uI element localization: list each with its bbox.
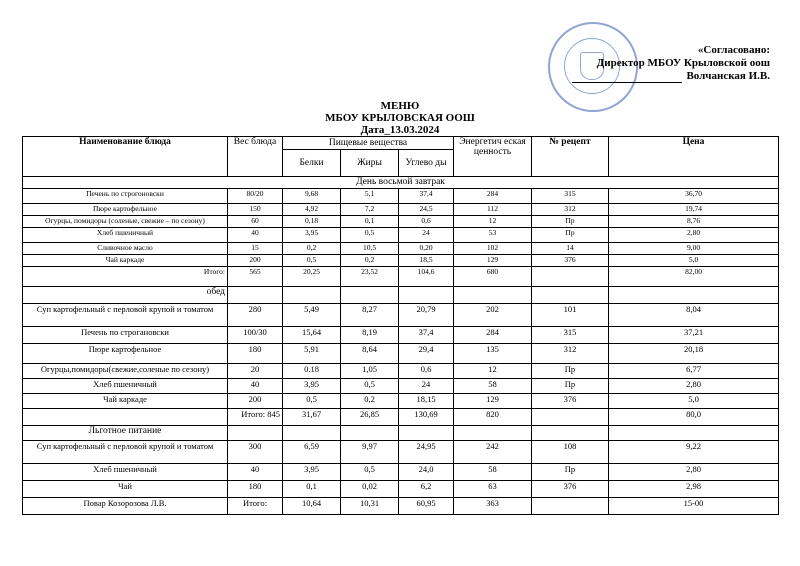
cell-5: 58: [454, 379, 532, 394]
cell-7: 36,70: [609, 189, 779, 204]
cell-3: 9,97: [341, 441, 399, 464]
breakfast-row: [23, 255, 779, 267]
approval-line-1: «Согласовано:: [697, 44, 770, 56]
col-name: Наименование блюда: [23, 137, 228, 177]
section-lunch-row: [23, 287, 779, 304]
cell-6: 312: [532, 204, 609, 216]
empty-cell: [399, 287, 454, 304]
empty-cell: [609, 287, 779, 304]
cell-5: 680: [454, 267, 532, 287]
cell-0: Суп картофельный с перловой крупой и томатом: [23, 441, 228, 464]
cell-0: Итого:: [23, 267, 228, 287]
cell-1: 40: [228, 464, 283, 481]
cell-1: 100/30: [228, 327, 283, 344]
empty-cell: [532, 287, 609, 304]
col-energy: Энергетич еская ценность: [454, 137, 532, 177]
cell-3: 0,5: [341, 379, 399, 394]
signature-line: [572, 82, 682, 83]
cell-0: Печень по строгановски: [23, 327, 228, 344]
cell-5: 58: [454, 464, 532, 481]
cell-6: Пр: [532, 364, 609, 379]
cell-7: 37,21: [609, 327, 779, 344]
lunch-row: [23, 344, 779, 364]
cell-2: 10,64: [283, 498, 341, 515]
cell-4: 37,4: [399, 327, 454, 344]
breakfast-total-row: [23, 267, 779, 287]
empty-cell: [341, 426, 399, 441]
cell-5: 135: [454, 344, 532, 364]
empty-cell: [454, 426, 532, 441]
col-nutrients: Пищевые вещества: [283, 137, 454, 150]
cell-5: 102: [454, 243, 532, 255]
benefit-row: [23, 481, 779, 498]
cell-4: 0,6: [399, 364, 454, 379]
cell-4: 18,5: [399, 255, 454, 267]
menu-date: Дата_13.03.2024: [360, 124, 440, 136]
cell-0: Огурцы, помидоры (соленые, свежие – по сезону): [23, 216, 228, 228]
cell-4: 20,79: [399, 304, 454, 327]
cell-2: 0,5: [283, 255, 341, 267]
cell-5: 284: [454, 327, 532, 344]
approval-line-3: [572, 70, 770, 83]
cell-0: Пюре картофельное: [23, 204, 228, 216]
cell-6: 101: [532, 304, 609, 327]
cell-0: Печень по строгоновски: [23, 189, 228, 204]
cell-1: 300: [228, 441, 283, 464]
cell-4: 0,6: [399, 216, 454, 228]
school-name: МБОУ КРЫЛОВСКАЯ ООШ: [325, 112, 475, 124]
cell-3: 8,27: [341, 304, 399, 327]
empty-cell: [283, 426, 341, 441]
cell-5: 202: [454, 304, 532, 327]
benefit-row: [23, 441, 779, 464]
cell-1: 150: [228, 204, 283, 216]
cell-2: 0,1: [283, 481, 341, 498]
cell-1: 20: [228, 364, 283, 379]
cell-6: Пр: [532, 379, 609, 394]
cell-6: [532, 267, 609, 287]
cell-1: 40: [228, 379, 283, 394]
cell-2: 5,91: [283, 344, 341, 364]
cell-1: 15: [228, 243, 283, 255]
breakfast-row: [23, 243, 779, 255]
cell-2: 3,95: [283, 379, 341, 394]
cell-3: 10,31: [341, 498, 399, 515]
lunch-row: [23, 327, 779, 344]
cell-0: Чай: [23, 481, 228, 498]
col-weight: Вес блюда: [228, 137, 283, 177]
cell-1: 180: [228, 481, 283, 498]
benefit-row: [23, 464, 779, 481]
cell-5: 53: [454, 228, 532, 243]
cell-4: 24,95: [399, 441, 454, 464]
cell-6: 108: [532, 441, 609, 464]
breakfast-row: [23, 216, 779, 228]
section-benefit-row: [23, 426, 779, 441]
cell-1: 565: [228, 267, 283, 287]
cell-6: [532, 409, 609, 426]
cell-2: 0,18: [283, 216, 341, 228]
col-proteins: Белки: [283, 150, 341, 177]
cell-3: 1,05: [341, 364, 399, 379]
lunch-row: [23, 304, 779, 327]
cell-0: Хлеб пшеничный: [23, 379, 228, 394]
cell-4: 60,95: [399, 498, 454, 515]
cell-4: 37,4: [399, 189, 454, 204]
cell-7: 80,0: [609, 409, 779, 426]
menu-table: [22, 136, 779, 515]
cell-3: 5,1: [341, 189, 399, 204]
empty-cell: [532, 426, 609, 441]
approval-block: [572, 44, 770, 83]
empty-cell: [228, 426, 283, 441]
breakfast-row: [23, 228, 779, 243]
cell-4: 24,5: [399, 204, 454, 216]
cell-2: 20,25: [283, 267, 341, 287]
cell-7: 5,0: [609, 255, 779, 267]
breakfast-row: [23, 189, 779, 204]
cell-6: 315: [532, 327, 609, 344]
cell-4: 24,0: [399, 464, 454, 481]
cell-2: 3,95: [283, 228, 341, 243]
cell-4: 104,6: [399, 267, 454, 287]
cell-0: Хлеб пшеничный: [23, 464, 228, 481]
approval-line-2: Директор МБОУ Крыловской оош: [596, 57, 770, 69]
cell-1: 200: [228, 394, 283, 409]
cell-3: 0,02: [341, 481, 399, 498]
section-benefit: Льготное питание: [23, 426, 228, 441]
cell-1: 60: [228, 216, 283, 228]
cell-2: 3,95: [283, 464, 341, 481]
director-name: Волчанская И.В.: [686, 70, 770, 82]
cell-6: 315: [532, 189, 609, 204]
cell-1: 200: [228, 255, 283, 267]
cell-0: [23, 409, 228, 426]
footer-row: [23, 498, 779, 515]
cell-7: 8,76: [609, 216, 779, 228]
cell-3: 0,1: [341, 216, 399, 228]
cell-5: 112: [454, 204, 532, 216]
cell-5: 12: [454, 364, 532, 379]
cell-7: 2,80: [609, 228, 779, 243]
cell-2: 6,59: [283, 441, 341, 464]
cell-6: 376: [532, 481, 609, 498]
menu-title: МЕНЮ: [380, 100, 420, 112]
cell-5: 63: [454, 481, 532, 498]
cell-0: Сливочное масло: [23, 243, 228, 255]
empty-cell: [399, 426, 454, 441]
cell-2: 15,64: [283, 327, 341, 344]
empty-cell: [454, 287, 532, 304]
cell-6: 376: [532, 394, 609, 409]
empty-cell: [283, 287, 341, 304]
cell-6: Пр: [532, 228, 609, 243]
cell-2: 0,2: [283, 243, 341, 255]
cell-5: 242: [454, 441, 532, 464]
cell-6: 312: [532, 344, 609, 364]
cell-1: Итого:: [228, 498, 283, 515]
empty-cell: [341, 287, 399, 304]
cell-3: 0,5: [341, 228, 399, 243]
cell-7: 20,18: [609, 344, 779, 364]
cell-2: 0,5: [283, 394, 341, 409]
col-recipe: № рецепт: [532, 137, 609, 177]
lunch-row: [23, 379, 779, 394]
cell-5: 363: [454, 498, 532, 515]
lunch-row: [23, 394, 779, 409]
cell-3: 10,5: [341, 243, 399, 255]
cell-7: 19,74: [609, 204, 779, 216]
cell-3: 8,19: [341, 327, 399, 344]
cell-0: Чай каркаде: [23, 255, 228, 267]
cell-5: 284: [454, 189, 532, 204]
cell-1: 80/20: [228, 189, 283, 204]
cell-2: 31,67: [283, 409, 341, 426]
cell-3: 0,2: [341, 394, 399, 409]
cell-0: Пюре картофельное: [23, 344, 228, 364]
lunch-row: [23, 364, 779, 379]
cell-3: 0,5: [341, 464, 399, 481]
cell-7: 8,04: [609, 304, 779, 327]
cell-0: Огурцы,помидоры(свежие,соленые по сезону): [23, 364, 228, 379]
cell-0: Повар Козорозова Л.В.: [23, 498, 228, 515]
cell-0: Суп картофельный с перловой крупой и томатом: [23, 304, 228, 327]
cell-0: Чай каркаде: [23, 394, 228, 409]
cell-3: 7,2: [341, 204, 399, 216]
cell-7: 2,80: [609, 464, 779, 481]
cell-2: 9,68: [283, 189, 341, 204]
col-price: Цена: [609, 137, 779, 177]
cell-6: Пр: [532, 216, 609, 228]
cell-7: 2,80: [609, 379, 779, 394]
section-breakfast: День восьмой завтрак: [23, 177, 779, 189]
cell-1: 40: [228, 228, 283, 243]
cell-6: 376: [532, 255, 609, 267]
col-fats: Жиры: [341, 150, 399, 177]
lunch-total-row: [23, 409, 779, 426]
cell-6: 14: [532, 243, 609, 255]
cell-7: 15-00: [609, 498, 779, 515]
cell-2: 0.18: [283, 364, 341, 379]
cell-0: Хлеб пшеничный: [23, 228, 228, 243]
cell-4: 29,4: [399, 344, 454, 364]
breakfast-row: [23, 204, 779, 216]
cell-4: 18,15: [399, 394, 454, 409]
cell-7: 9,00: [609, 243, 779, 255]
col-carbs: Углево ды: [399, 150, 454, 177]
section-lunch: обед: [23, 287, 228, 304]
cell-2: 5,49: [283, 304, 341, 327]
cell-5: 129: [454, 255, 532, 267]
cell-6: Пр: [532, 464, 609, 481]
cell-7: 5,0: [609, 394, 779, 409]
cell-2: 4,92: [283, 204, 341, 216]
cell-7: 6,77: [609, 364, 779, 379]
cell-4: 0,20: [399, 243, 454, 255]
cell-3: 8,64: [341, 344, 399, 364]
cell-6: [532, 498, 609, 515]
cell-7: 2,98: [609, 481, 779, 498]
cell-3: 0,2: [341, 255, 399, 267]
cell-4: 24: [399, 379, 454, 394]
cell-5: 820: [454, 409, 532, 426]
cell-3: 26,85: [341, 409, 399, 426]
cell-4: 130,69: [399, 409, 454, 426]
cell-5: 129: [454, 394, 532, 409]
cell-1: 280: [228, 304, 283, 327]
cell-7: 82,00: [609, 267, 779, 287]
cell-3: 23,52: [341, 267, 399, 287]
cell-1: 180: [228, 344, 283, 364]
cell-1: Итого: 845: [228, 409, 283, 426]
empty-cell: [228, 287, 283, 304]
cell-4: 6,2: [399, 481, 454, 498]
cell-5: 12: [454, 216, 532, 228]
empty-cell: [609, 426, 779, 441]
cell-4: 24: [399, 228, 454, 243]
cell-7: 9,22: [609, 441, 779, 464]
